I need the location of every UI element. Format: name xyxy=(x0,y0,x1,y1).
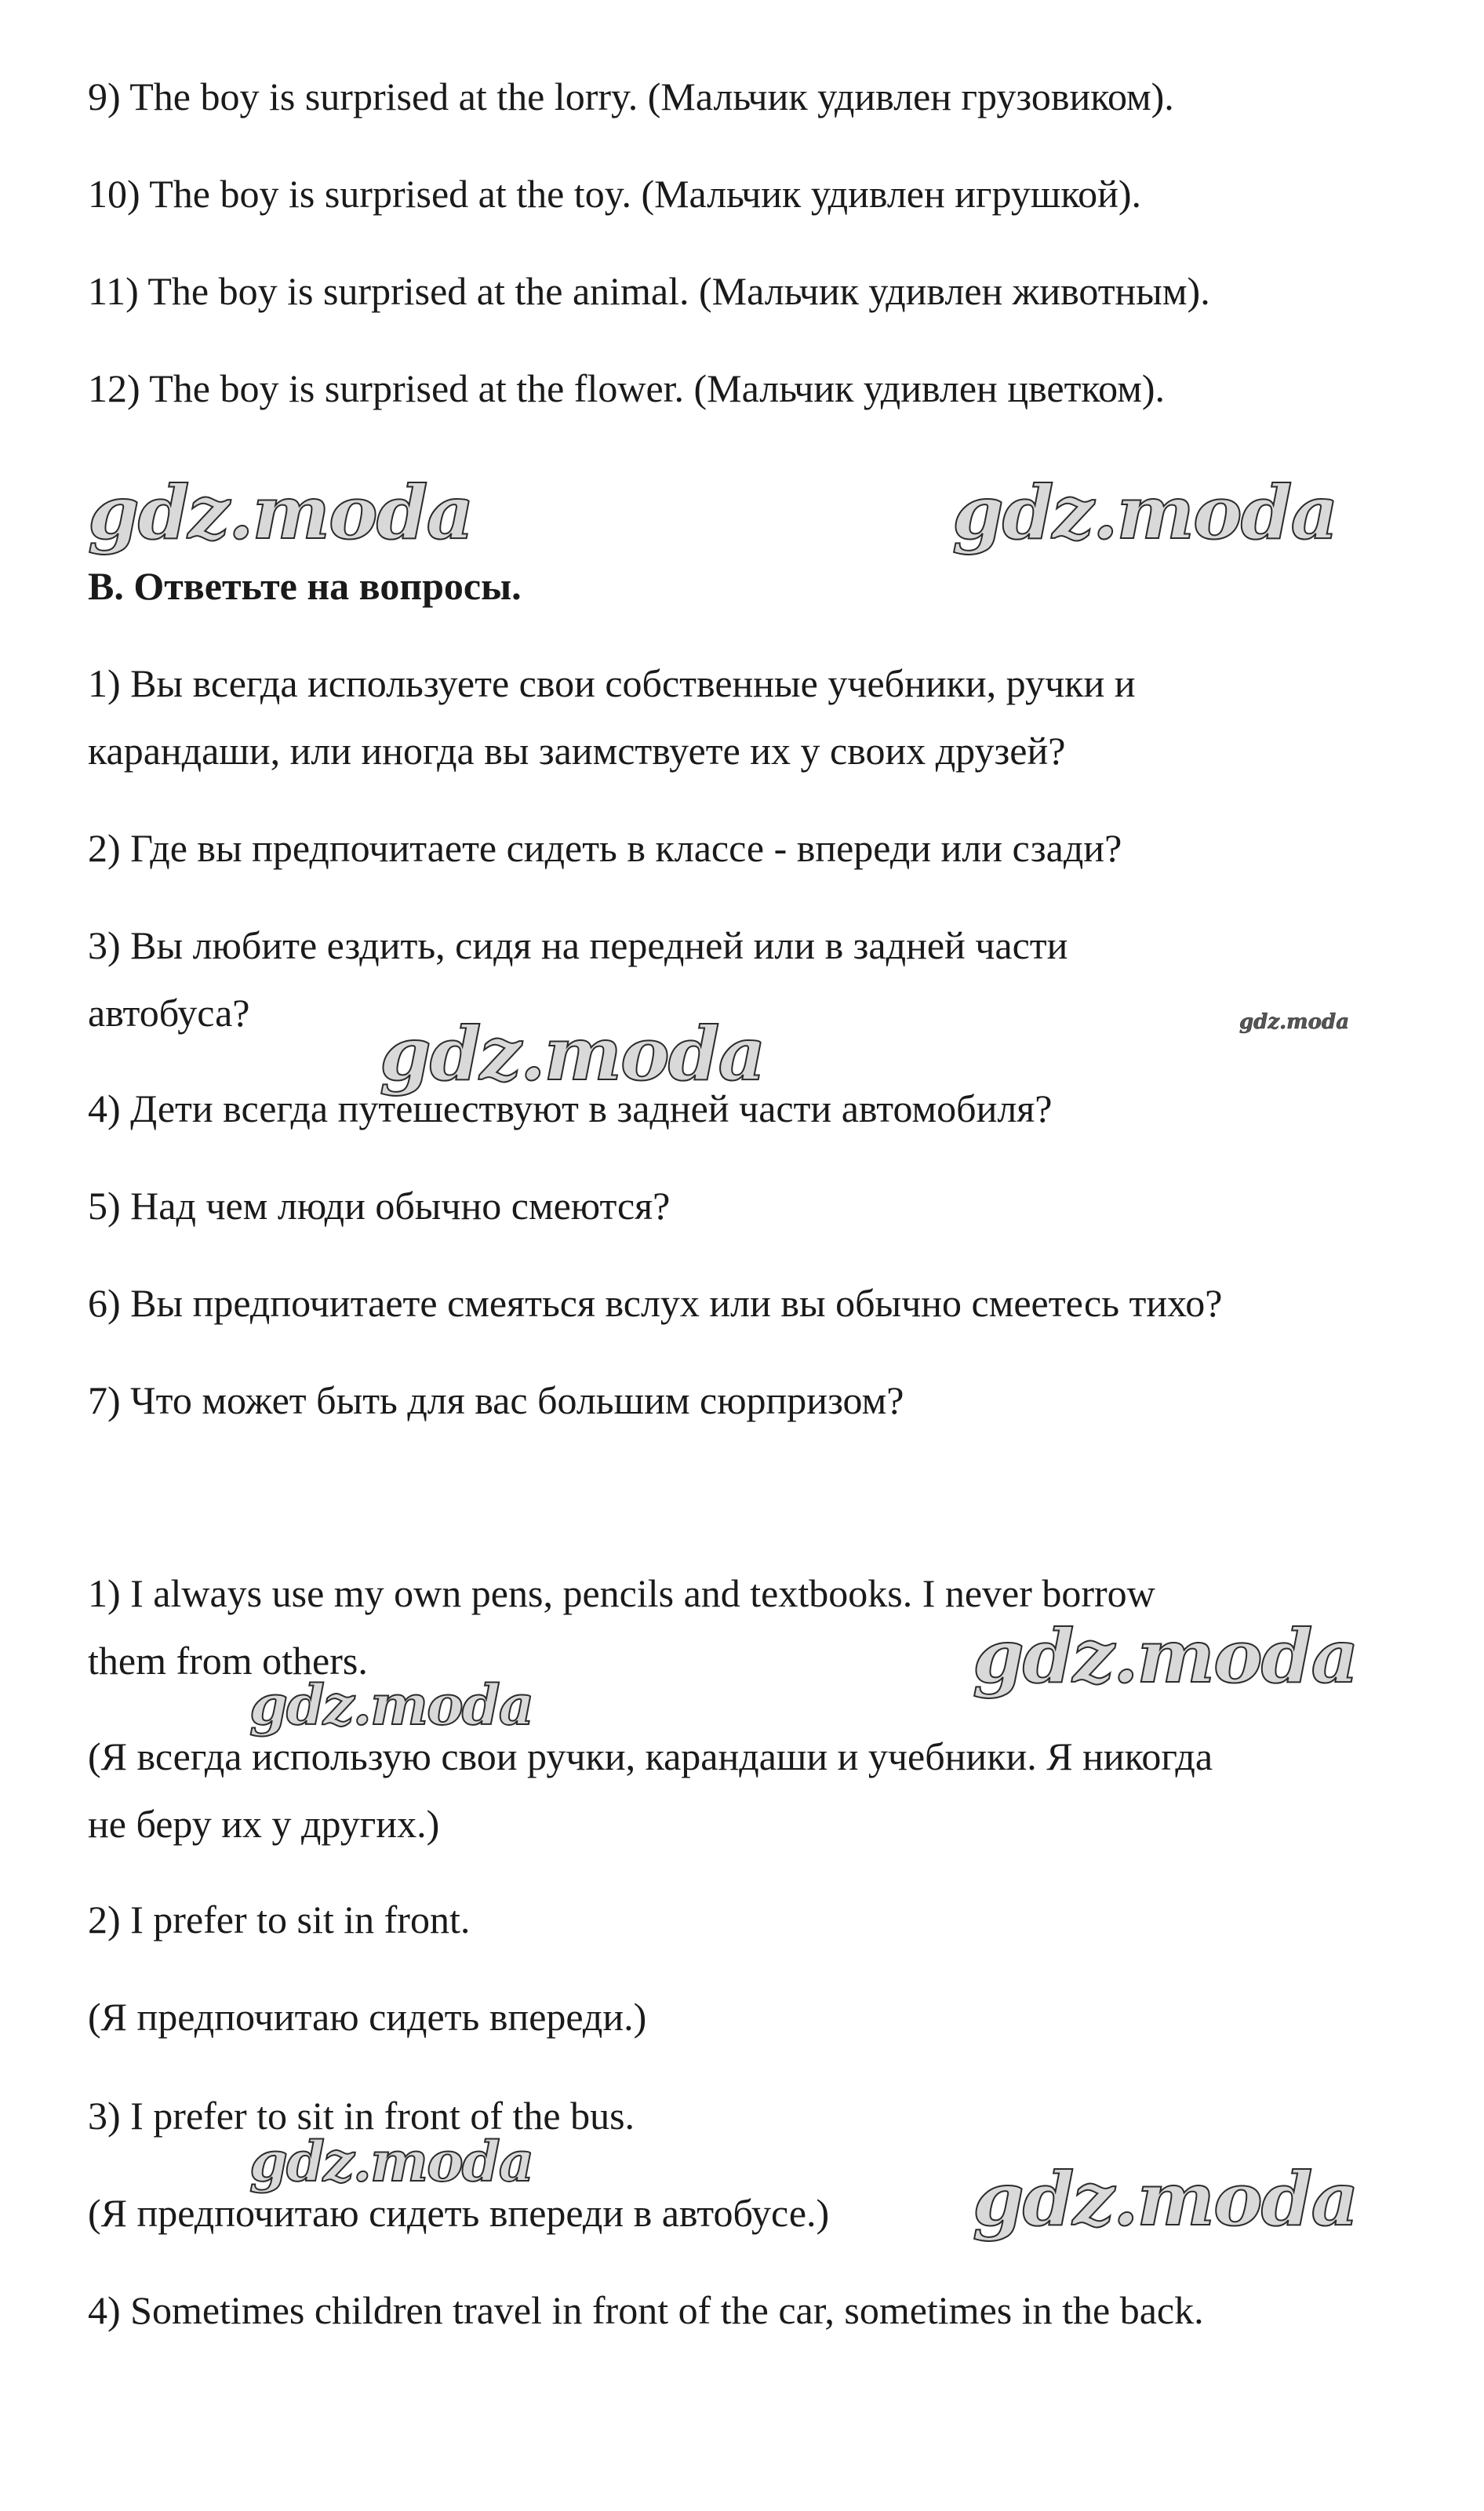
watermark-logo: gdz.moda xyxy=(973,1614,1358,1700)
answer-2-ru: (Я предпочитаю сидеть впереди.) xyxy=(88,1995,647,2039)
answer-1-en-line-1: 1) I always use my own pens, pencils and textbooks. I never borrow xyxy=(88,1571,1155,1615)
question-4: 4) Дети всегда путешествуют в задней части автомобиля? xyxy=(88,1086,1053,1130)
question-2: 2) Где вы предпочитаете сидеть в классе - впереди или сзади? xyxy=(88,826,1122,870)
watermark-logo: gdz.moda xyxy=(973,2156,1358,2243)
question-3-line-1: 3) Вы любите ездить, сидя на передней или в задней части xyxy=(88,923,1068,967)
question-7: 7) Что может быть для вас большим сюрпризом? xyxy=(88,1378,904,1422)
answer-3-en: 3) I prefer to sit in front of the bus. xyxy=(88,2094,635,2138)
question-6: 6) Вы предпочитаете смеяться вслух или вы обычно смеетесь тихо? xyxy=(88,1281,1223,1325)
question-3-line-2: автобуса? xyxy=(88,991,250,1035)
answer-line-10: 10) The boy is surprised at the toy. (Мальчик удивлен игрушкой). xyxy=(88,172,1141,216)
watermark-logo: gdz.moda xyxy=(88,470,473,556)
question-1-line-2: карандаши, или иногда вы заимствуете их у своих друзей? xyxy=(88,729,1066,773)
watermark-logo: gdz.moda xyxy=(249,2129,533,2194)
answer-3-ru: (Я предпочитаю сидеть впереди в автобусе.) xyxy=(88,2191,830,2235)
question-5: 5) Над чем люди обычно смеются? xyxy=(88,1184,671,1228)
watermark-logo-small: gdz.moda xyxy=(1239,1010,1350,1034)
answer-line-9: 9) The boy is surprised at the lorry. (Мальчик удивлен грузовиком). xyxy=(88,75,1174,118)
answer-2-en: 2) I prefer to sit in front. xyxy=(88,1898,471,1941)
watermark-logo: gdz.moda xyxy=(249,1672,533,1738)
watermark-logo: gdz.moda xyxy=(380,1011,765,1097)
answer-1-en-line-2: them from others. xyxy=(88,1639,368,1683)
answer-1-ru-line-2: не беру их у других.) xyxy=(88,1802,440,1846)
answer-line-12: 12) The boy is surprised at the flower. (Мальчик удивлен цветком). xyxy=(88,366,1166,410)
answer-4-en: 4) Sometimes children travel in front of the car, sometimes in the back. xyxy=(88,2288,1204,2332)
section-b-heading: B. Ответьте на вопросы. xyxy=(88,564,522,608)
answer-1-ru-line-1: (Я всегда использую свои ручки, карандаши и учебники. Я никогда xyxy=(88,1734,1213,1778)
watermark-logo: gdz.moda xyxy=(952,470,1337,556)
answer-line-11: 11) The boy is surprised at the animal. (Мальчик удивлен животным). xyxy=(88,269,1210,313)
question-1-line-1: 1) Вы всегда используете свои собственные учебники, ручки и xyxy=(88,661,1136,705)
